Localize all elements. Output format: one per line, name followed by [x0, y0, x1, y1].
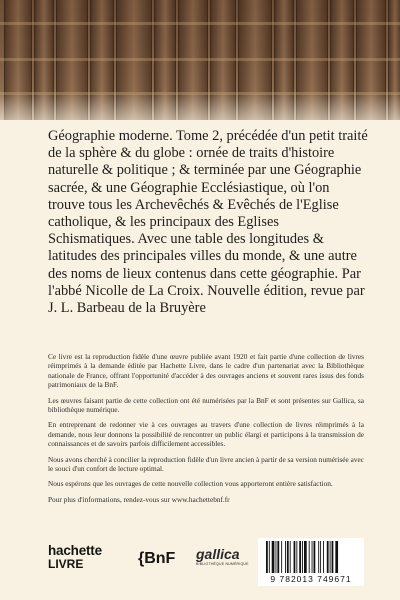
barcode-bar	[314, 541, 316, 573]
barcode-bar	[323, 541, 324, 573]
barcode-bar	[266, 541, 268, 573]
barcode-bar	[309, 541, 310, 573]
barcode-bar	[272, 541, 275, 573]
barcode-bar	[302, 541, 303, 573]
hachette-logo-word: hachette	[48, 543, 102, 558]
barcode-bar	[299, 541, 301, 573]
barcode-bar	[318, 541, 319, 573]
barcode-bar	[320, 541, 321, 573]
barcode-bar	[269, 541, 270, 573]
barcode-bar	[281, 541, 282, 573]
description-text	[48, 352, 364, 510]
barcode-bar	[304, 541, 307, 573]
barcode-bar	[296, 541, 297, 573]
description-paragraph: Nous espérons que les ouvrages de cette nouvelle collection vous apporteront entière satisfaction.	[48, 479, 333, 489]
description-paragraph: En entreprenant de redonner vie à ces ouvrages au travers d'une collection de livres réimprimés à la demande, nous leur donnons la possibilité de rencontrer un public élargi et participons à la transmission de connaissances et de savoirs parfois difficilement accessibles.	[48, 420, 364, 449]
bnf-logo: {BnF	[138, 550, 176, 567]
barcode-bar	[330, 541, 331, 573]
barcode-bar	[287, 541, 289, 573]
barcode-bar	[312, 541, 313, 573]
bookshelf-photo	[0, 0, 400, 120]
book-title: Géographie moderne. Tome 2, précédée d'un petit traité de la sphère & du globe : ornée de traits d'histoire naturelle & politique ; & terminée par une Géographie sacrée, & une Géographie Ecclésiastique, où l'on trouve tous les Archevêchés & Evêchés de l'Eglise catholique, & les principaux des Eglises Schismatiques. Avec une table des longitudes & latitudes des principales villes du monde, & une autre des noms de lieux contenus dans cette géographie. Par l'abbé Nicolle de La Croix. Nouvelle édition, revue par J. L. Barbeau de la Bruyère	[48, 128, 368, 317]
hachette-livre-logo	[48, 544, 114, 574]
barcode-bar	[294, 541, 296, 573]
barcode-bar	[327, 541, 329, 573]
photo-fade	[0, 92, 400, 120]
description-paragraph: Nous avons cherché à concilier la reproduction fidèle d'un livre ancien à partir de sa version numérisée avec le souci d'un confort de lecture optimal.	[48, 454, 364, 474]
barcode-bar	[285, 541, 286, 573]
publisher-footer	[48, 540, 364, 586]
website-line: Pour plus d'informations, rendez-vous sur www.hachettebnf.fr	[48, 494, 230, 504]
gallica-logo	[196, 546, 249, 566]
isbn-barcode	[258, 538, 364, 586]
barcode-bar	[332, 541, 334, 573]
barcode-bar	[276, 541, 277, 573]
barcode-bars	[264, 541, 358, 573]
barcode-digits: 9 782013 749671	[270, 574, 352, 584]
gallica-logo-word: gallica	[196, 546, 240, 562]
barcode-bar	[290, 541, 291, 573]
spine-band	[0, 58, 400, 61]
gallica-logo-sub: BIBLIOTHÈQUE NUMÉRIQUE	[196, 562, 249, 566]
description-paragraph: Ce livre est la reproduction fidèle d'une œuvre publiée avant 1920 et fait partie d'une collection de livres réimprimés à la demande éditée par Hachette Livre, dans le cadre d'un partenariat avec la Bibliothèque nationale de France, offrant l'opportunité d'accéder à des ouvrages anciens et souvent rares issus des fonds patrimoniaux de la BnF.	[48, 352, 364, 390]
description-paragraph: Les œuvres faisant partie de cette collection ont été numérisées par la BnF et sont présentes sur Gallica, sa bibliothèque numérique.	[48, 395, 364, 415]
barcode-bar	[277, 541, 279, 573]
spine-band	[0, 22, 400, 25]
hachette-logo-sub: LIVRE	[48, 557, 84, 571]
barcode-bar	[335, 541, 338, 573]
